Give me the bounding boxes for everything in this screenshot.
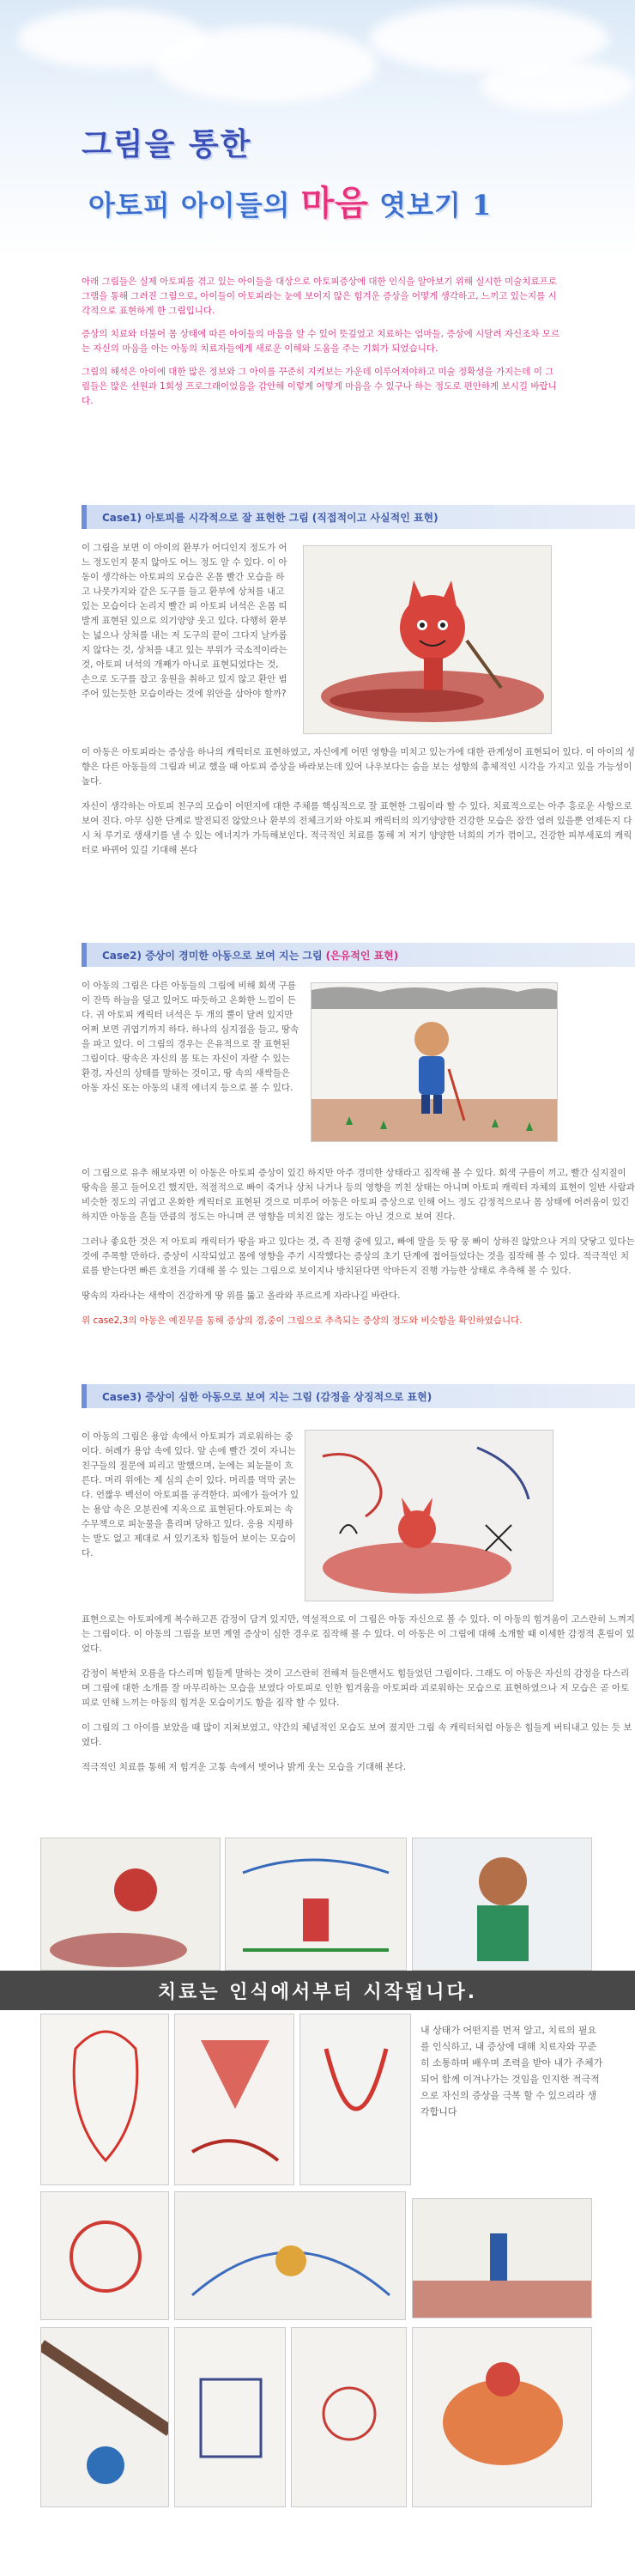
case2-side-paragraph: 이 아동의 그림은 다른 아동들의 그림에 비해 회색 구름이 잔뜩 하늘을 덮고 있어도 따듯하고 온화한 느낌이 든다. 귀 아토피 캐릭터 녀석은 두 개의 뿔이 달려 있지만 어쩌 보면 귀엽기까지 하다. 하나의 심지점을 들고, 땅속을 파고 있다. 이 그림의 경우는 은유적으로 잘 표현된 그림이다. 땅속은 자신의 몸 또는 자신이 자랄 수 있는 환경, 자신의 상태를 말하는 것이고, 땅 속의 새싹들은 아동 자신 또는 아동의 내적 에너지 등으로 볼 수 있다. xyxy=(82,981,299,1093)
case3-side-paragraph: 이 아동의 그림은 용암 속에서 아토피가 괴로워하는 중이다. 허례가 용암 속에 있다. 앞 손에 빨간 것이 자니는 친구들의 질문에 피리고 말했으며, 눈에는 피눈물이 흐른다. 머리 위에는 제 심의 손이 있다. 머리를 먹막 굵는다. 언짢우 백선이 아토피를 공격한다. 피에가 들어가 있는 용암 속은 오분컨에 지옥으로 표현된다.아토피는 속수무책으로 피눈물을 흘리며 당하고 있다. 응용 지평하는 발도 없고 제대로 서 있기조차 힘들어 보이는 모습이다. xyxy=(82,1431,299,1558)
case1-body-paragraph-2: 자신이 생각하는 아토피 친구의 모습이 어떤지에 대한 주체를 핵심적으로 잘 표현한 그림이라 할 수 있다. 치료적으로는 아주 흥로운 사항으로 보여 진다. 아무 심한 단계로 발전되진 않았으나 환부의 전체크기와 아토피 캐릭터의 의기양양한 건강한 모습은 잠깐 염려 있을뿐 언제든지 다 시 처 루기로 생새기를 낼 수 있는 에너지가 가득해보인다. 적극적인 치료를 통해 저 저기 양양한 너희의 기가 꺾이고, 건강한 피부세포의 캐릭터로 바뀌어 있길 기대해 본다 xyxy=(82,801,632,855)
case1-side-paragraph: 이 그림을 보면 이 아이의 환부가 어디인지 정도가 어느 정도인지 묻지 않아도 어느 정도 알 수 있다. 이 아동이 생각하는 아토피의 모습은 온몸 빨간 모습을 하고 나뭇가지와 같은 도구를 들고 환부에 상처를 내고 있는 모습이다 논리지 빨간 피 아토피 녀석은 온몸 띠발게 표현된 있으로 의기양양 웃고 있다. 다행히 환부는 넓으나 상처를 내는 저 도구의 끝이 그다지 날카롭지 않다는 것, 상처를 내고 있는 부위가 국소적이라는 것, 아토피 녀석의 개째가 아니로 표현되었다는 것, 손으로 도구를 잡고 웅원을 취하고 있지 않고 환안 범주어 있는듯한 모습이라는 것에 위안을 삼아야 할까? xyxy=(82,543,287,699)
title-line1: 그림을 통한 xyxy=(82,126,252,162)
collage-drawing-3 xyxy=(412,1838,592,1971)
case3-body-paragraph-3: 이 그림의 그 아이를 보았을 때 많이 지쳐보였고, 약간의 체념적인 모습도 보여 졌지만 그림 속 캐릭터처럼 아동은 힘들게 버티내고 있는 듯 보였다. xyxy=(82,1722,632,1747)
collage-drawing-9 xyxy=(412,2198,592,2318)
collage-note: 내 상태가 어떤지를 먼저 알고, 치료의 필요를 인식하고, 내 증상에 대해 치료자와 꾸준히 소통하며 배우며 조력을 받아 내가 주체가 되어 함께 이겨나가는 것임을 인지한 적극적으로 자신의 증상을 극복 할 수 있으리라 생각합니다 xyxy=(420,2025,603,2117)
case3-header xyxy=(82,1384,635,1408)
title-line2 xyxy=(88,176,562,225)
case3-body-paragraph-4: 적극적인 치료를 통해 저 힘겨운 고통 속에서 벗어나 밝게 웃는 모습을 기대해 본다. xyxy=(82,1762,407,1772)
collage-drawing-10 xyxy=(40,2327,169,2507)
case3-drawing xyxy=(305,1430,553,1601)
banner-text: 치료는 인식에서부터 시작됩니다. xyxy=(157,1981,478,2003)
collage-drawing-1 xyxy=(40,1838,221,1971)
case1-body xyxy=(82,745,635,868)
case3-body xyxy=(82,1613,635,1785)
case2-drawing xyxy=(311,982,558,1142)
case2-body-note: 위 case2,3의 아동은 예진무를 통해 증상의 경,중이 그림으로 추측되는 증상의 정도와 비슷함을 확인하였습니다. xyxy=(82,1315,523,1326)
collage-drawing-5 xyxy=(174,2014,294,2185)
case1-subtitle: (직접적이고 사실적인 표현) xyxy=(311,511,438,524)
case2-side-text xyxy=(82,979,300,1106)
treatment-banner xyxy=(0,1971,635,2010)
intro-paragraph-3: 그림의 해석은 아이에 대한 많은 정보와 그 아이를 꾸준히 지켜보는 가운데 이루어져야하고 미술 정확성을 가지는데 이 그림들은 많은 선원과 1회성 프로그래이었음을 감안해 이렇게 어떻게 마음을 수 있구나 하는 정도로 편안하게 보시길 바랍니다. xyxy=(82,367,557,406)
case3-side-text xyxy=(82,1430,300,1571)
collage-drawing-8 xyxy=(174,2191,406,2320)
collage-drawing-4 xyxy=(40,2014,169,2185)
collage-drawing-11 xyxy=(174,2327,286,2507)
case1-side-text xyxy=(82,541,287,712)
case1-header xyxy=(82,505,635,529)
case1-title: Case1) 아토피를 시각적으로 잘 표현한 그림 xyxy=(102,511,309,524)
title-prefix: 아토피 아이들의 xyxy=(88,189,301,222)
intro-paragraph-2: 증상의 치료와 더불어 몸 상태에 따른 아이들의 마음을 알 수 있어 뜻깊었고 치료하는 엄마들, 증상에 시달려 자신조차 모르는 자신의 마음을 아는 아동의 치료자들에게 새로운 이해와 도움을 주는 기회가 되었습니다. xyxy=(82,329,560,354)
case3-subtitle: (감정을 상징적으로 표현) xyxy=(315,1390,432,1403)
case2-subtitle: (은유적인 표현) xyxy=(325,949,399,962)
collage-drawing-7 xyxy=(40,2191,169,2320)
case2-body-paragraph-1: 이 그림으로 유추 해보자면 이 아동은 아토피 증상이 있긴 하지만 아주 경미한 상태라고 짐작해 볼 수 있다. 회색 구름이 끼고, 빨간 심지질이 땅속을 볼고 들어오긴 했지만, 적절적으로 빠이 죽거나 상처 나거나 등의 영향을 끼친 상태는 아니며 아토피 캐릭터 자체의 표현이 일반 사람과 비슷한 정도의 귀엽고 온화한 캐릭터로 표현된 것으로 미루어 아동은 아토피 증상으로 인해 어느 정도 감정적으로나 몸 상태에 어려움이 있긴 하지만 아동을 흔들 만큼의 정도는 아니며 큰 영향을 미치진 않는 정도는 아닌 것으로 보여 진다. xyxy=(82,1168,635,1222)
intro-paragraph-1: 아래 그림들은 실제 아토피를 겪고 있는 아이들을 대상으로 아토피증상에 대한 인식을 알아보기 위해 실시한 미술치료프로그램을 통해 그려진 그림으로, 아이들이 아토피라는 눈에 보이지 않은 힘겨운 증상을 어떻게 생각하고, 느끼고 있는지를 시각적으로 표현하게 한 그림입니다. xyxy=(82,276,557,316)
case2-body-paragraph-3: 땅속의 자라나는 새싹이 건강하게 땅 위를 뚫고 올라와 푸르르게 자라나길 바란다. xyxy=(82,1291,401,1301)
case1-body-paragraph-1: 이 아동은 아토피라는 증상을 하나의 캐릭터로 표현하였고, 자신에게 어떤 영향을 미치고 있는가에 대한 관계성이 표현되어 있다. 이 아이의 성향은 다른 아동들의 그림과 비교 했을 때 아토피 증상을 바라보는데 있어 나우보다는 숨을 보는 성향의 총체적인 시각을 가지고 있을 가능성이 높다. xyxy=(82,747,635,787)
case2-body xyxy=(82,1166,635,1339)
collage-drawing-6 xyxy=(299,2014,411,2185)
collage-drawing-12 xyxy=(291,2327,407,2507)
case2-body-paragraph-2: 그러나 좋요한 것은 저 아토피 캐릭터가 땅을 파고 있다는 것, 즉 진행 중에 있고, 빠에 말을 듯 땅 뭉 빠이 상하진 않았으나 거의 닷닿고 있다는 것에 주목할 만하다. 증상이 시작되었고 몸에 영향을 주기 시작했다는 증상의 초기 단계에 접어들었다는 것을 짐작해 볼 수 있다. 적극적인 치료를 받는다면 빠른 호전을 기대해 볼 수 있는 그림으로 보이지나 방치된다면 악마든지 진행 가능한 상태로 추측해 볼 수 있다. xyxy=(82,1236,635,1276)
title-suffix: 엿보기 1 xyxy=(368,189,493,222)
collage-drawing-2 xyxy=(225,1838,407,1971)
page-title xyxy=(82,120,562,225)
case3-body-paragraph-2: 감정이 복받쳐 오름을 다스리며 힘들게 말하는 것이 고스란히 전해져 들은맨서도 힘들었던 그림이다. 그래도 이 아동은 자신의 감정을 다스리며 그림에 대한 소개를 잘 마무리하는 모습을 보였다 아토피로 인한 힘겨움을 아토피라 괴로워하는 모습으로 표현하였으나 저 모습은 곧 아토피로 인해 느끼는 아동의 힘겨운 모습이기도 함을 짐작 할 수 있다. xyxy=(82,1668,630,1708)
collage-drawing-13 xyxy=(412,2327,592,2507)
title-accent: 마음 xyxy=(300,183,369,223)
case2-header xyxy=(82,943,635,967)
case1-drawing xyxy=(303,545,552,734)
case3-body-paragraph-1: 표현으로는 아토피에게 복수하고픈 감정이 담겨 있지만, 역설적으로 이 그림은 아동 자신으로 볼 수 있다. 이 아동의 힘겨움이 고스란히 느껴지는 그림이다. 이 아동의 그림을 보면 계열 증상이 심한 경우로 짐작해 볼 수 있다. 이 아동은 이 그림에 대해 소개할 때 이세한 감정적 혼림이 있었다. xyxy=(82,1614,635,1654)
intro-text xyxy=(82,275,562,417)
case2-title: Case2) 증상이 경미한 아동으로 보여 지는 그림 xyxy=(102,949,323,962)
case3-title: Case3) 증상이 심한 아동으로 보여 지는 그림 xyxy=(102,1390,312,1403)
